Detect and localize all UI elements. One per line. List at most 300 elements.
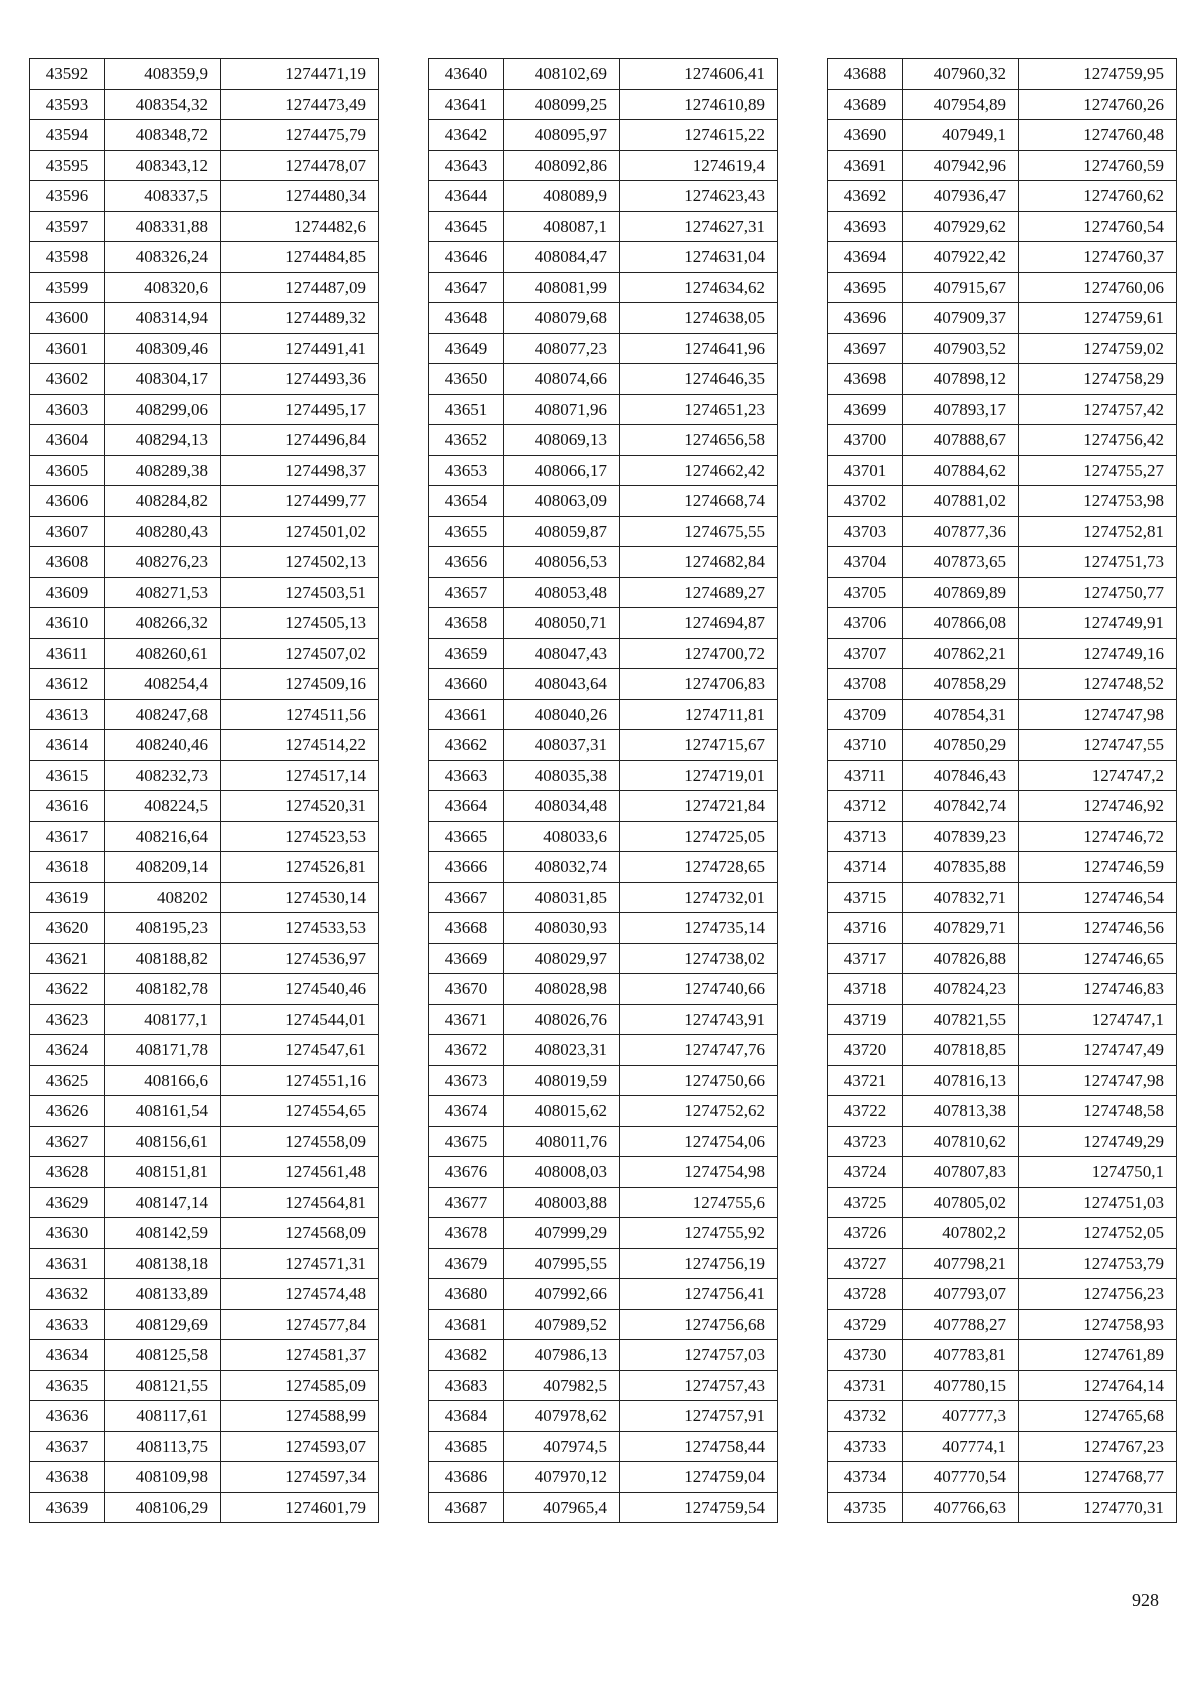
x-coordinate-cell: 407788,27: [903, 1309, 1019, 1340]
point-id-cell: 43698: [828, 364, 903, 395]
x-coordinate-cell: 408117,61: [105, 1401, 221, 1432]
table-row: [30, 333, 379, 364]
table-row: [30, 1431, 379, 1462]
y-coordinate-cell: 1274619,4: [620, 150, 778, 181]
table-row: [828, 1248, 1177, 1279]
x-coordinate-cell: 408087,1: [504, 211, 620, 242]
table-row: [828, 791, 1177, 822]
y-coordinate-cell: 1274588,99: [221, 1401, 379, 1432]
page-number: 928: [1132, 1590, 1159, 1610]
x-coordinate-cell: 408033,6: [504, 821, 620, 852]
table-row: [30, 1309, 379, 1340]
y-coordinate-cell: 1274487,09: [221, 272, 379, 303]
table-row: [30, 455, 379, 486]
table-row: [828, 455, 1177, 486]
y-coordinate-cell: 1274493,36: [221, 364, 379, 395]
x-coordinate-cell: 408294,13: [105, 425, 221, 456]
x-coordinate-cell: 407818,85: [903, 1035, 1019, 1066]
y-coordinate-cell: 1274593,07: [221, 1431, 379, 1462]
table-row: [828, 943, 1177, 974]
y-coordinate-cell: 1274767,23: [1019, 1431, 1177, 1462]
table-row: [828, 394, 1177, 425]
point-id-cell: 43641: [429, 89, 504, 120]
table-row: [828, 852, 1177, 883]
y-coordinate-cell: 1274597,34: [221, 1462, 379, 1493]
y-coordinate-cell: 1274755,6: [620, 1187, 778, 1218]
y-coordinate-cell: 1274748,52: [1019, 669, 1177, 700]
point-id-cell: 43592: [30, 59, 105, 90]
point-id-cell: 43732: [828, 1401, 903, 1432]
y-coordinate-cell: 1274770,31: [1019, 1492, 1177, 1523]
x-coordinate-cell: 407842,74: [903, 791, 1019, 822]
table-row: [30, 516, 379, 547]
y-coordinate-cell: 1274760,26: [1019, 89, 1177, 120]
x-coordinate-cell: 407816,13: [903, 1065, 1019, 1096]
table-row: [30, 120, 379, 151]
table-row: [828, 547, 1177, 578]
point-id-cell: 43659: [429, 638, 504, 669]
x-coordinate-cell: 408337,5: [105, 181, 221, 212]
table-row: [30, 1065, 379, 1096]
x-coordinate-cell: 407922,42: [903, 242, 1019, 273]
x-coordinate-cell: 408079,68: [504, 303, 620, 334]
x-coordinate-cell: 407826,88: [903, 943, 1019, 974]
point-id-cell: 43616: [30, 791, 105, 822]
table-row: [828, 303, 1177, 334]
table-row: [30, 394, 379, 425]
table-row: [30, 1248, 379, 1279]
y-coordinate-cell: 1274756,68: [620, 1309, 778, 1340]
point-id-cell: 43638: [30, 1462, 105, 1493]
y-coordinate-cell: 1274478,07: [221, 150, 379, 181]
y-coordinate-cell: 1274536,97: [221, 943, 379, 974]
table-row: [828, 333, 1177, 364]
point-id-cell: 43716: [828, 913, 903, 944]
x-coordinate-cell: 408035,38: [504, 760, 620, 791]
point-id-cell: 43632: [30, 1279, 105, 1310]
point-id-cell: 43612: [30, 669, 105, 700]
point-id-cell: 43600: [30, 303, 105, 334]
point-id-cell: 43695: [828, 272, 903, 303]
x-coordinate-cell: 408084,47: [504, 242, 620, 273]
point-id-cell: 43665: [429, 821, 504, 852]
y-coordinate-cell: 1274746,65: [1019, 943, 1177, 974]
y-coordinate-cell: 1274751,03: [1019, 1187, 1177, 1218]
point-id-cell: 43713: [828, 821, 903, 852]
point-id-cell: 43658: [429, 608, 504, 639]
y-coordinate-cell: 1274530,14: [221, 882, 379, 913]
y-coordinate-cell: 1274746,83: [1019, 974, 1177, 1005]
x-coordinate-cell: 408081,99: [504, 272, 620, 303]
x-coordinate-cell: 408202: [105, 882, 221, 913]
y-coordinate-cell: 1274747,2: [1019, 760, 1177, 791]
y-coordinate-cell: 1274571,31: [221, 1248, 379, 1279]
x-coordinate-cell: 408343,12: [105, 150, 221, 181]
y-coordinate-cell: 1274689,27: [620, 577, 778, 608]
table-row: [30, 577, 379, 608]
y-coordinate-cell: 1274606,41: [620, 59, 778, 90]
y-coordinate-cell: 1274749,16: [1019, 638, 1177, 669]
x-coordinate-cell: 408077,23: [504, 333, 620, 364]
y-coordinate-cell: 1274747,98: [1019, 699, 1177, 730]
x-coordinate-cell: 407992,66: [504, 1279, 620, 1310]
point-id-cell: 43664: [429, 791, 504, 822]
point-id-cell: 43691: [828, 150, 903, 181]
y-coordinate-cell: 1274706,83: [620, 669, 778, 700]
y-coordinate-cell: 1274520,31: [221, 791, 379, 822]
table-row: [30, 1157, 379, 1188]
table-row: [828, 1157, 1177, 1188]
y-coordinate-cell: 1274561,48: [221, 1157, 379, 1188]
table-row: [30, 1370, 379, 1401]
y-coordinate-cell: 1274758,44: [620, 1431, 778, 1462]
point-id-cell: 43717: [828, 943, 903, 974]
point-id-cell: 43668: [429, 913, 504, 944]
table-row: [429, 59, 778, 90]
table-row: [429, 1462, 778, 1493]
y-coordinate-cell: 1274753,79: [1019, 1248, 1177, 1279]
point-id-cell: 43725: [828, 1187, 903, 1218]
table-row: [828, 760, 1177, 791]
point-id-cell: 43599: [30, 272, 105, 303]
table-row: [30, 699, 379, 730]
table-row: [828, 59, 1177, 90]
point-id-cell: 43703: [828, 516, 903, 547]
point-id-cell: 43733: [828, 1431, 903, 1462]
x-coordinate-cell: 407783,81: [903, 1340, 1019, 1371]
x-coordinate-cell: 408304,17: [105, 364, 221, 395]
point-id-cell: 43606: [30, 486, 105, 517]
x-coordinate-cell: 408125,58: [105, 1340, 221, 1371]
point-id-cell: 43721: [828, 1065, 903, 1096]
point-id-cell: 43690: [828, 120, 903, 151]
point-id-cell: 43722: [828, 1096, 903, 1127]
point-id-cell: 43615: [30, 760, 105, 791]
point-id-cell: 43595: [30, 150, 105, 181]
y-coordinate-cell: 1274747,49: [1019, 1035, 1177, 1066]
table-row: [828, 120, 1177, 151]
y-coordinate-cell: 1274498,37: [221, 455, 379, 486]
x-coordinate-cell: 407839,23: [903, 821, 1019, 852]
table-row: [828, 974, 1177, 1005]
table-row: [429, 577, 778, 608]
point-id-cell: 43693: [828, 211, 903, 242]
table-row: [828, 242, 1177, 273]
x-coordinate-cell: 408047,43: [504, 638, 620, 669]
table-row: [30, 608, 379, 639]
y-coordinate-cell: 1274732,01: [620, 882, 778, 913]
x-coordinate-cell: 408059,87: [504, 516, 620, 547]
point-id-cell: 43619: [30, 882, 105, 913]
x-coordinate-cell: 408133,89: [105, 1279, 221, 1310]
table-row: [828, 486, 1177, 517]
x-coordinate-cell: 408359,9: [105, 59, 221, 90]
table-row: [429, 974, 778, 1005]
table-row: [429, 791, 778, 822]
point-id-cell: 43605: [30, 455, 105, 486]
table-row: [828, 882, 1177, 913]
x-coordinate-cell: 407846,43: [903, 760, 1019, 791]
x-coordinate-cell: 407942,96: [903, 150, 1019, 181]
x-coordinate-cell: 407862,21: [903, 638, 1019, 669]
x-coordinate-cell: 407989,52: [504, 1309, 620, 1340]
table-row: [429, 638, 778, 669]
point-id-cell: 43679: [429, 1248, 504, 1279]
point-id-cell: 43663: [429, 760, 504, 791]
point-id-cell: 43639: [30, 1492, 105, 1523]
point-id-cell: 43622: [30, 974, 105, 1005]
y-coordinate-cell: 1274694,87: [620, 608, 778, 639]
point-id-cell: 43675: [429, 1126, 504, 1157]
x-coordinate-cell: 408138,18: [105, 1248, 221, 1279]
table-row: [30, 974, 379, 1005]
y-coordinate-cell: 1274753,98: [1019, 486, 1177, 517]
point-id-cell: 43681: [429, 1309, 504, 1340]
table-row: [30, 59, 379, 90]
x-coordinate-cell: 407982,5: [504, 1370, 620, 1401]
x-coordinate-cell: 407835,88: [903, 852, 1019, 883]
x-coordinate-cell: 408031,85: [504, 882, 620, 913]
x-coordinate-cell: 408056,53: [504, 547, 620, 578]
y-coordinate-cell: 1274514,22: [221, 730, 379, 761]
table-row: [828, 1218, 1177, 1249]
table-row: [429, 1340, 778, 1371]
y-coordinate-cell: 1274750,1: [1019, 1157, 1177, 1188]
y-coordinate-cell: 1274747,76: [620, 1035, 778, 1066]
x-coordinate-cell: 408266,32: [105, 608, 221, 639]
y-coordinate-cell: 1274756,23: [1019, 1279, 1177, 1310]
x-coordinate-cell: 408034,48: [504, 791, 620, 822]
x-coordinate-cell: 408032,74: [504, 852, 620, 883]
point-id-cell: 43614: [30, 730, 105, 761]
x-coordinate-cell: 407824,23: [903, 974, 1019, 1005]
table-row: [429, 760, 778, 791]
x-coordinate-cell: 407869,89: [903, 577, 1019, 608]
x-coordinate-cell: 407965,4: [504, 1492, 620, 1523]
y-coordinate-cell: 1274475,79: [221, 120, 379, 151]
table-row: [429, 913, 778, 944]
x-coordinate-cell: 408171,78: [105, 1035, 221, 1066]
x-coordinate-cell: 407832,71: [903, 882, 1019, 913]
y-coordinate-cell: 1274610,89: [620, 89, 778, 120]
table-row: [429, 1279, 778, 1310]
y-coordinate-cell: 1274568,09: [221, 1218, 379, 1249]
x-coordinate-cell: 408011,76: [504, 1126, 620, 1157]
point-id-cell: 43697: [828, 333, 903, 364]
x-coordinate-cell: 407903,52: [903, 333, 1019, 364]
table-row: [429, 1035, 778, 1066]
y-coordinate-cell: 1274749,91: [1019, 608, 1177, 639]
point-id-cell: 43625: [30, 1065, 105, 1096]
table-row: [30, 669, 379, 700]
y-coordinate-cell: 1274760,37: [1019, 242, 1177, 273]
y-coordinate-cell: 1274759,02: [1019, 333, 1177, 364]
x-coordinate-cell: 407970,12: [504, 1462, 620, 1493]
y-coordinate-cell: 1274751,73: [1019, 547, 1177, 578]
y-coordinate-cell: 1274759,04: [620, 1462, 778, 1493]
table-row: [429, 1218, 778, 1249]
y-coordinate-cell: 1274746,54: [1019, 882, 1177, 913]
x-coordinate-cell: 408106,29: [105, 1492, 221, 1523]
table-row: [429, 181, 778, 212]
table-row: [429, 394, 778, 425]
table-row: [30, 425, 379, 456]
x-coordinate-cell: 408331,88: [105, 211, 221, 242]
point-id-cell: 43657: [429, 577, 504, 608]
table-row: [30, 1462, 379, 1493]
x-coordinate-cell: 408161,54: [105, 1096, 221, 1127]
y-coordinate-cell: 1274768,77: [1019, 1462, 1177, 1493]
y-coordinate-cell: 1274499,77: [221, 486, 379, 517]
table-row: [30, 1187, 379, 1218]
point-id-cell: 43705: [828, 577, 903, 608]
y-coordinate-cell: 1274752,62: [620, 1096, 778, 1127]
y-coordinate-cell: 1274764,14: [1019, 1370, 1177, 1401]
x-coordinate-cell: 408142,59: [105, 1218, 221, 1249]
point-id-cell: 43710: [828, 730, 903, 761]
x-coordinate-cell: 408066,17: [504, 455, 620, 486]
point-id-cell: 43630: [30, 1218, 105, 1249]
point-id-cell: 43707: [828, 638, 903, 669]
table-row: [429, 1431, 778, 1462]
point-id-cell: 43682: [429, 1340, 504, 1371]
x-coordinate-cell: 407999,29: [504, 1218, 620, 1249]
y-coordinate-cell: 1274760,48: [1019, 120, 1177, 151]
x-coordinate-cell: 408314,94: [105, 303, 221, 334]
point-id-cell: 43635: [30, 1370, 105, 1401]
x-coordinate-cell: 407766,63: [903, 1492, 1019, 1523]
table-row: [429, 730, 778, 761]
y-coordinate-cell: 1274473,49: [221, 89, 379, 120]
table-row: [828, 1340, 1177, 1371]
x-coordinate-cell: 407995,55: [504, 1248, 620, 1279]
y-coordinate-cell: 1274757,42: [1019, 394, 1177, 425]
table-row: [30, 1096, 379, 1127]
point-id-cell: 43645: [429, 211, 504, 242]
x-coordinate-cell: 407807,83: [903, 1157, 1019, 1188]
table-row: [429, 272, 778, 303]
y-coordinate-cell: 1274747,55: [1019, 730, 1177, 761]
table-row: [30, 364, 379, 395]
table-row: [828, 821, 1177, 852]
table-row: [429, 364, 778, 395]
y-coordinate-cell: 1274634,62: [620, 272, 778, 303]
y-coordinate-cell: 1274511,56: [221, 699, 379, 730]
point-id-cell: 43711: [828, 760, 903, 791]
x-coordinate-cell: 407929,62: [903, 211, 1019, 242]
coordinate-table-3: [827, 58, 1177, 1523]
table-row: [429, 455, 778, 486]
point-id-cell: 43686: [429, 1462, 504, 1493]
coordinate-table-1: [29, 58, 379, 1523]
y-coordinate-cell: 1274755,92: [620, 1218, 778, 1249]
y-coordinate-cell: 1274746,92: [1019, 791, 1177, 822]
x-coordinate-cell: 408284,82: [105, 486, 221, 517]
table-row: [429, 669, 778, 700]
point-id-cell: 43648: [429, 303, 504, 334]
table-row: [828, 1279, 1177, 1310]
table-row: [30, 211, 379, 242]
table-row: [30, 150, 379, 181]
y-coordinate-cell: 1274748,58: [1019, 1096, 1177, 1127]
y-coordinate-cell: 1274760,54: [1019, 211, 1177, 242]
point-id-cell: 43613: [30, 699, 105, 730]
x-coordinate-cell: 407893,17: [903, 394, 1019, 425]
y-coordinate-cell: 1274526,81: [221, 852, 379, 883]
y-coordinate-cell: 1274523,53: [221, 821, 379, 852]
x-coordinate-cell: 408348,72: [105, 120, 221, 151]
point-id-cell: 43621: [30, 943, 105, 974]
point-id-cell: 43649: [429, 333, 504, 364]
point-id-cell: 43687: [429, 1492, 504, 1523]
point-id-cell: 43678: [429, 1218, 504, 1249]
y-coordinate-cell: 1274711,81: [620, 699, 778, 730]
x-coordinate-cell: 408019,59: [504, 1065, 620, 1096]
table-row: [828, 272, 1177, 303]
x-coordinate-cell: 407805,02: [903, 1187, 1019, 1218]
x-coordinate-cell: 408102,69: [504, 59, 620, 90]
table-row: [30, 1126, 379, 1157]
point-id-cell: 43719: [828, 1004, 903, 1035]
point-id-cell: 43627: [30, 1126, 105, 1157]
x-coordinate-cell: 408095,97: [504, 120, 620, 151]
y-coordinate-cell: 1274715,67: [620, 730, 778, 761]
table-row: [429, 303, 778, 334]
point-id-cell: 43696: [828, 303, 903, 334]
x-coordinate-cell: 408260,61: [105, 638, 221, 669]
x-coordinate-cell: 407866,08: [903, 608, 1019, 639]
table-row: [828, 608, 1177, 639]
x-coordinate-cell: 407960,32: [903, 59, 1019, 90]
table-row: [429, 547, 778, 578]
y-coordinate-cell: 1274547,61: [221, 1035, 379, 1066]
y-coordinate-cell: 1274509,16: [221, 669, 379, 700]
table-row: [828, 699, 1177, 730]
table-row: [30, 242, 379, 273]
coordinate-table-2: [428, 58, 778, 1523]
table-row: [30, 882, 379, 913]
point-id-cell: 43650: [429, 364, 504, 395]
point-id-cell: 43620: [30, 913, 105, 944]
table-row: [828, 1462, 1177, 1493]
x-coordinate-cell: 408247,68: [105, 699, 221, 730]
table-row: [30, 1279, 379, 1310]
y-coordinate-cell: 1274484,85: [221, 242, 379, 273]
point-id-cell: 43597: [30, 211, 105, 242]
y-coordinate-cell: 1274558,09: [221, 1126, 379, 1157]
point-id-cell: 43655: [429, 516, 504, 547]
table-row: [30, 1218, 379, 1249]
point-id-cell: 43662: [429, 730, 504, 761]
y-coordinate-cell: 1274496,84: [221, 425, 379, 456]
point-id-cell: 43727: [828, 1248, 903, 1279]
x-coordinate-cell: 407802,2: [903, 1218, 1019, 1249]
x-coordinate-cell: 408177,1: [105, 1004, 221, 1035]
point-id-cell: 43661: [429, 699, 504, 730]
point-id-cell: 43674: [429, 1096, 504, 1127]
y-coordinate-cell: 1274752,81: [1019, 516, 1177, 547]
point-id-cell: 43672: [429, 1035, 504, 1066]
point-id-cell: 43626: [30, 1096, 105, 1127]
point-id-cell: 43714: [828, 852, 903, 883]
table-row: [828, 1309, 1177, 1340]
point-id-cell: 43723: [828, 1126, 903, 1157]
point-id-cell: 43656: [429, 547, 504, 578]
table-row: [429, 89, 778, 120]
y-coordinate-cell: 1274551,16: [221, 1065, 379, 1096]
y-coordinate-cell: 1274759,54: [620, 1492, 778, 1523]
table-row: [429, 1004, 778, 1035]
